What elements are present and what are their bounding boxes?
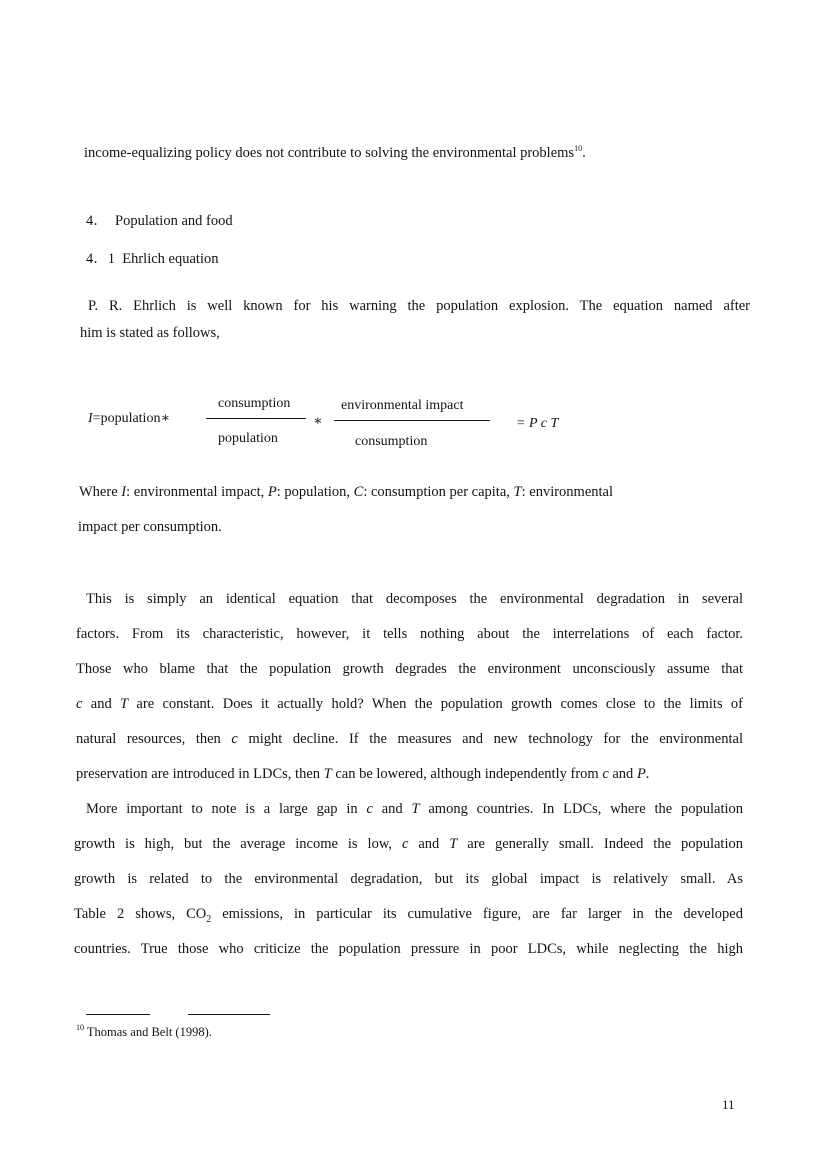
p2-l1-c: c [366,801,373,817]
where-P: P [267,484,277,500]
para1-line-2: factors. From its characteristic, however, it tells nothing about the interrelations of each factor. [76,626,743,642]
p1-l5-a: natural resources, then [76,731,232,747]
frac1-bar [206,418,306,419]
where-T-def: : environmental [521,484,614,500]
intro-line-1: P. R. Ehrlich is well known for his warning the population explosion. The equation named after [88,298,750,314]
section-heading-4 [86,214,233,229]
p2-l2-c: c [401,836,409,852]
para1-line-1: This is simply an identical equation that decomposes the environmental degradation in several [86,591,743,607]
eq-population: =population [92,411,161,426]
footnote-ref[interactable]: 10 [574,144,583,153]
p1-c: c [76,696,83,712]
footnote-rule-right [188,1014,270,1015]
para2-line-3: growth is related to the environmental degradation, but its global impact is relatively small. As [74,871,743,887]
section-heading-4-1 [86,252,218,267]
where-T: T [513,484,522,500]
frac2-bar [334,420,490,421]
where-P-def: : population, [276,484,354,500]
p1-l6-and: and [608,766,637,782]
where-C: C [353,484,364,500]
para1-line-4 [76,697,743,712]
p1-l6-a: preservation are introduced in LDCs, then [76,766,324,782]
p1-l4-rest: are constant. Does it actually hold? When the population growth comes close to the limits of [128,696,744,712]
eq-rhs [516,417,558,431]
p1-l6-end: . [645,766,650,782]
para1-line-5 [76,732,743,747]
p2-l2-a: growth is high, but the average income is low, [74,836,402,852]
p1-T: T [120,696,129,712]
p2-l1-b: among countries. In LDCs, where the population [419,801,743,817]
eq-rhs-text: = P c T [516,416,559,431]
lead-line-text: income-equalizing policy does not contribute to solving the environmental problems [84,145,575,161]
eq-times-2: ∗ [313,414,323,429]
lead-line-end: . [582,145,586,161]
para2-line-1 [86,802,743,817]
intro-line-2: him is stated as follows, [80,325,220,341]
para1-line-6 [76,767,649,782]
where-I-def: : environmental impact, [126,484,268,500]
p2-l1-and: and [372,801,412,817]
p1-l6-c: c [602,766,609,782]
p2-l1-T: T [411,801,420,817]
p2-l4-a: Table 2 shows, CO [74,906,207,922]
where-C-def: : consumption per capita, [363,484,514,500]
subsection-title: Ehrlich equation [122,251,219,267]
footnote-mark: 10 [76,1023,84,1032]
footnote [76,1024,212,1039]
para2-line-2 [74,837,743,852]
where-I: I [121,484,127,500]
p2-l2-b: are generally small. Indeed the population [457,836,743,852]
page-number: 11 [722,1097,735,1112]
co2-subscript: 2 [206,914,212,925]
eq-times-1: ∗ [160,411,170,426]
where-word: Where [79,484,122,500]
p1-l6-b: can be lowered, although independently from [331,766,603,782]
where-line-2: impact per consumption. [78,519,222,535]
footnote-text: Thomas and Belt (1998). [84,1025,212,1039]
p1-l6-P: P [636,766,646,782]
lead-line [84,145,586,161]
eq-lhs-symbol: I [88,411,93,426]
section-number: 4． [86,213,108,229]
p2-l2-T: T [449,836,458,852]
section-title: Population and food [115,213,233,229]
p2-l4-b: emissions, in particular its cumulative figure, are far larger in the developed [211,906,743,922]
frac2-numerator: environmental impact [341,398,464,413]
p2-l1-a: More important to note is a large gap in [86,801,367,817]
para2-line-4 [74,907,743,925]
subsection-number: 4．1 [86,251,115,267]
frac2-denominator: consumption [355,434,428,449]
eq-lhs [88,412,170,426]
para2-line-5: countries. True those who criticize the population pressure in poor LDCs, while neglecting the high [74,941,743,957]
frac1-numerator: consumption [218,396,291,411]
p1-l5-b: might decline. If the measures and new technology for the environmental [237,731,743,747]
where-line-1 [79,485,613,500]
p1-and: and [82,696,121,712]
p1-l6-T: T [323,766,332,782]
frac1-denominator: population [218,431,278,446]
para1-line-3: Those who blame that the population growth degrades the environment unconsciously assume that [76,661,743,677]
p2-l2-and: and [408,836,450,852]
footnote-rule-left [86,1014,150,1015]
p1-l5-c: c [231,731,238,747]
